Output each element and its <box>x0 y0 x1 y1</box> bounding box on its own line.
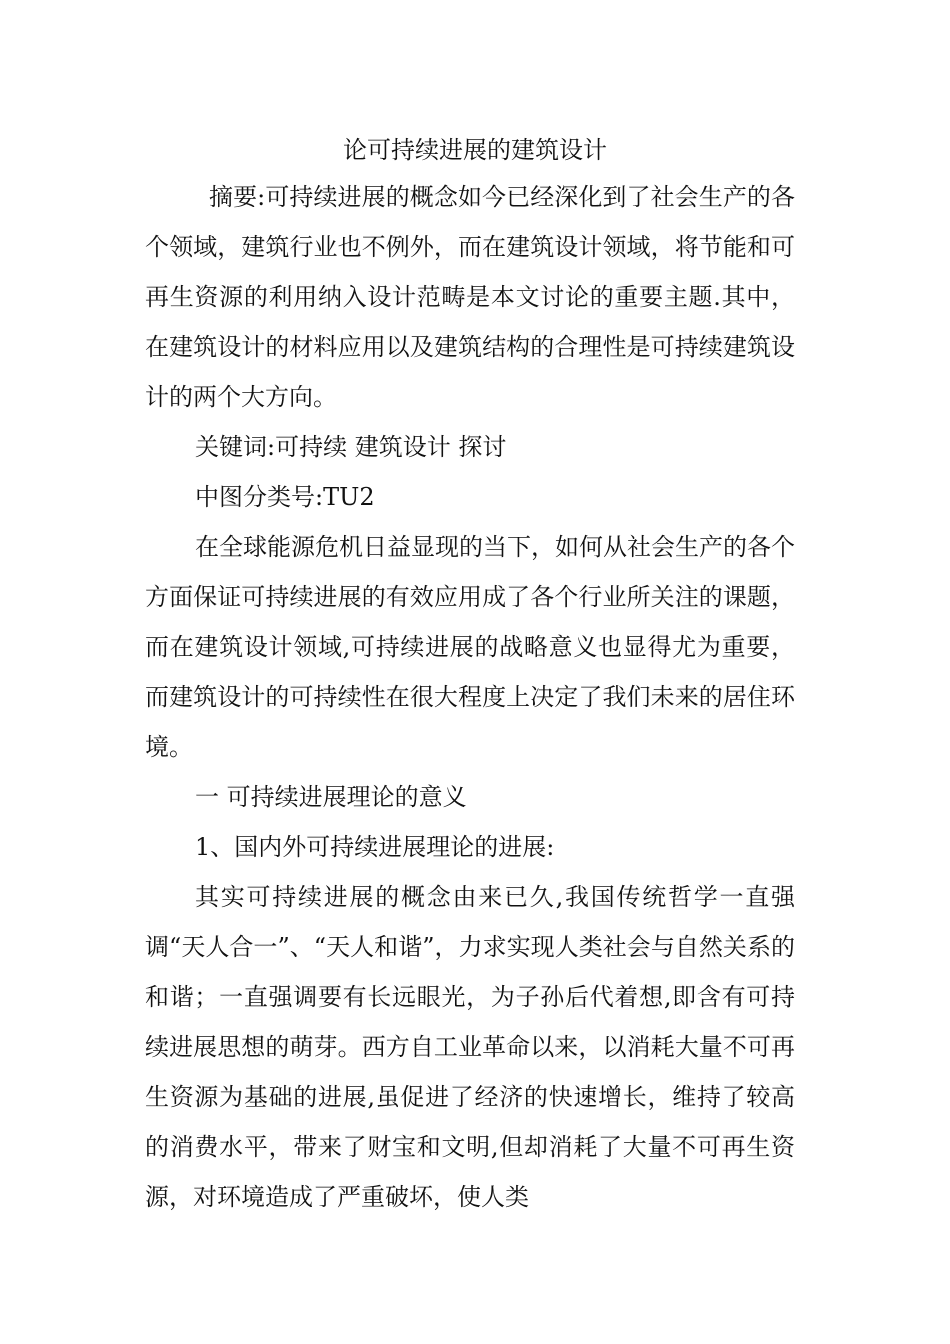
subsection-heading: 1、国内外可持续进展理论的进展: <box>195 833 555 861</box>
keywords-paragraph: 关键词:可持续 建筑设计 探讨 <box>195 433 507 461</box>
document-title: 论可持续进展的建筑设计 <box>343 136 607 164</box>
body-paragraph: 其实可持续进展的概念由来已久,我国传统哲学一直强调“天人合一”、“天人和谐”，力求实现人类社会与自然关系的和谐；一直强调要有长远眼光，为子孙后代着想,即含有可持续进展思想的萌芽。西方自工业革命以来，以消耗大量不可再生资源为基础的进展,虽促进了经济的快速增长，维持了较高的消费水平，带来了财宝和文明,但却消耗了大量不可再生资源，对环境造成了严重破坏，使人类 <box>145 883 795 1211</box>
classification-paragraph: 中图分类号:TU2 <box>195 483 375 511</box>
document-body <box>145 172 795 1222</box>
abstract-paragraph: 摘要:可持续进展的概念如今已经深化到了社会生产的各个领域，建筑行业也不例外，而在建筑设计领域，将节能和可再生资源的利用纳入设计范畴是本文讨论的重要主题.其中，在建筑设计的材料应用以及建筑结构的合理性是可持续建筑设计的两个大方向。 <box>145 183 795 411</box>
intro-paragraph: 在全球能源危机日益显现的当下，如何从社会生产的各个方面保证可持续进展的有效应用成了各个行业所关注的课题，而在建筑设计领域,可持续进展的战略意义也显得尤为重要，而建筑设计的可持续性在很大程度上决定了我们未来的居住环境。 <box>145 533 795 761</box>
section-heading: 一 可持续进展理论的意义 <box>195 783 467 811</box>
